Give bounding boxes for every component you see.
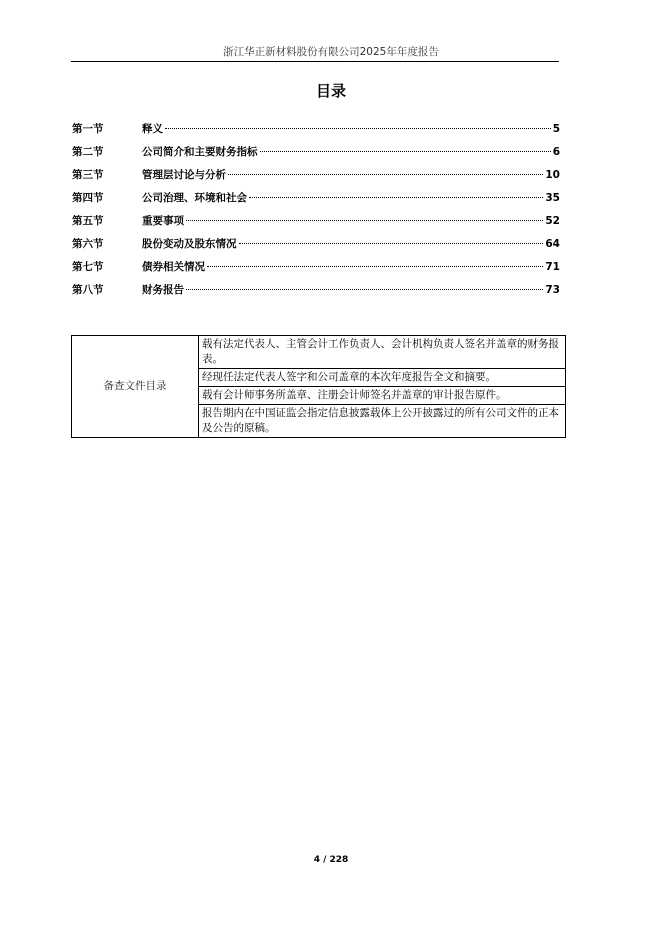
reference-document-entry: 载有会计师事务所盖章、注册会计师签名并盖章的审计报告原件。 [199, 387, 566, 405]
toc-entry-8[interactable] [72, 282, 560, 305]
page-number-indicator: 4 / 228 [313, 855, 349, 865]
toc-dot-leader [207, 266, 543, 267]
toc-section-number: 第六节 [72, 238, 104, 250]
toc-entry-1[interactable] [72, 121, 560, 144]
table-of-contents [72, 121, 560, 305]
reference-document-entry: 报告期内在中国证监会指定信息披露载体上公开披露过的所有公司文件的正本及公告的原稿。 [199, 405, 566, 438]
reference-document-entry: 经现任法定代表人签字和公司盖章的本次年度报告全文和摘要。 [199, 369, 566, 387]
toc-entry-2[interactable] [72, 144, 560, 167]
toc-entry-4[interactable] [72, 190, 560, 213]
toc-dot-leader [249, 197, 543, 198]
toc-page-number: 10 [545, 169, 560, 181]
toc-section-title: 财务报告 [142, 284, 184, 296]
toc-entry-7[interactable] [72, 259, 560, 282]
reference-documents-label: 备查文件目录 [72, 336, 199, 438]
toc-section-number: 第四节 [72, 192, 104, 204]
toc-dot-leader [165, 128, 551, 129]
toc-section-title: 管理层讨论与分析 [142, 169, 226, 181]
toc-page-number: 35 [545, 192, 560, 204]
toc-dot-leader [239, 243, 544, 244]
toc-page-number: 71 [545, 261, 560, 273]
toc-dot-leader [186, 289, 543, 290]
toc-section-number: 第八节 [72, 284, 104, 296]
report-header-title: 浙江华正新材料股份有限公司2025年年度报告 [223, 46, 439, 58]
toc-section-title: 释义 [142, 123, 163, 135]
toc-section-title: 重要事项 [142, 215, 184, 227]
toc-page-number: 73 [545, 284, 560, 296]
header-divider [71, 61, 559, 62]
toc-section-number: 第一节 [72, 123, 104, 135]
toc-section-number: 第七节 [72, 261, 104, 273]
toc-page-number: 52 [545, 215, 560, 227]
toc-section-title: 公司简介和主要财务指标 [142, 146, 258, 158]
toc-entry-6[interactable] [72, 236, 560, 259]
toc-page-number: 5 [552, 123, 560, 135]
table-row [72, 336, 566, 369]
toc-dot-leader [260, 151, 551, 152]
reference-documents-table [71, 335, 566, 438]
toc-dot-leader [186, 220, 543, 221]
toc-dot-leader [228, 174, 543, 175]
toc-section-number: 第三节 [72, 169, 104, 181]
toc-section-title: 公司治理、环境和社会 [142, 192, 247, 204]
reference-document-entry: 载有法定代表人、主管会计工作负责人、会计机构负责人签名并盖章的财务报表。 [199, 336, 566, 369]
toc-entry-3[interactable] [72, 167, 560, 190]
toc-page-number: 6 [552, 146, 560, 158]
toc-section-title: 股份变动及股东情况 [142, 238, 237, 250]
toc-page-number: 64 [545, 238, 560, 250]
toc-section-number: 第二节 [72, 146, 104, 158]
toc-entry-5[interactable] [72, 213, 560, 236]
toc-heading: 目录 [315, 82, 346, 100]
toc-section-number: 第五节 [72, 215, 104, 227]
toc-section-title: 债券相关情况 [142, 261, 205, 273]
